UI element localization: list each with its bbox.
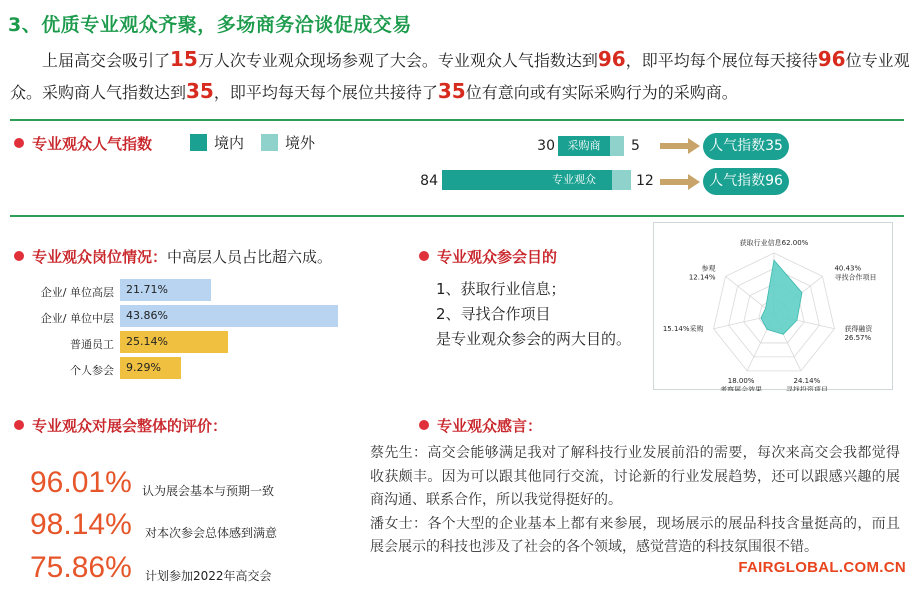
evaluation-desc: 对本次参会总体感到满意 — [145, 526, 278, 540]
legend-abroad-swatch — [261, 134, 278, 151]
positions-heading: 专业观众岗位情况：中高层人员占比超六成。 — [14, 246, 332, 267]
evaluation-percent: 98.14% — [30, 508, 132, 541]
positions-subtitle: 中高层人员占比超六成。 — [167, 248, 333, 266]
position-bar: 25.14% — [120, 331, 228, 353]
radar-axis-label: 18.00%考察展会效果 — [720, 376, 763, 391]
bullet-icon — [419, 251, 429, 261]
evaluation-desc: 计划参加2022年高交会 — [145, 569, 272, 583]
section-title: 3、优质专业观众齐聚，多场商务洽谈促成交易 — [8, 14, 412, 36]
evaluation-heading: 专业观众对展会整体的评价： — [14, 415, 227, 436]
evaluation-percent: 96.01% — [30, 466, 132, 499]
brand-logo-text: FAIRGLOBAL.COM.CN — [738, 559, 906, 576]
buyer-index: 35 — [186, 79, 214, 103]
purpose-line: 是专业观众参会的两大目的。 — [436, 330, 632, 348]
evaluation-percent: 75.86% — [30, 551, 132, 584]
intro-text: 位专业观众。采购商人气指数达到 — [10, 51, 910, 102]
bullet-icon — [14, 138, 24, 148]
intro-paragraph — [10, 44, 910, 108]
visitor-abroad-bar — [612, 170, 631, 190]
bullet-icon — [14, 420, 24, 430]
purpose-line: 1、获取行业信息； — [436, 280, 566, 298]
radar-axis-label: 40.43%寻找合作项目 — [834, 264, 877, 282]
quote-text: 各个大型的企业基本上都有来参展，现场展示的展品科技含量挺高的，而且展会展示的科技也涉及了社会的各个领域，感觉营造的科技氛围很不错。 — [370, 515, 901, 555]
legend-domestic-label: 境内 — [214, 134, 245, 152]
intro-text: 万人次专业观众现场参观了大会。专业观众人气指数达到 — [197, 51, 598, 70]
intro-text: ，即平均每天每个展位共接待了 — [213, 83, 438, 102]
radar-axis-label: 参观 12.14% — [688, 264, 716, 282]
buyer-index-pill: 人气指数35 — [703, 133, 789, 160]
intro-text: 上届高交会吸引了 — [42, 51, 171, 70]
evaluation-desc: 认为展会基本与预期一致 — [142, 484, 275, 498]
radar-axis-label: 15.14%采购 — [662, 324, 704, 333]
position-label: 个人参会 — [70, 364, 114, 377]
buyer-domestic-bar: 采购商 — [558, 136, 610, 156]
radar-svg — [654, 223, 894, 391]
visitor-domestic-value: 84 — [420, 173, 438, 189]
legend-abroad-label: 境外 — [285, 134, 316, 152]
visitor-abroad-value: 12 — [636, 173, 654, 189]
visitor-count: 15 — [170, 47, 198, 71]
legend-domestic-swatch — [190, 134, 207, 151]
quote-author: 蔡先生： — [370, 445, 428, 461]
position-label: 企业/ 单位高层 — [40, 286, 114, 299]
divider — [10, 119, 904, 121]
buyer-abroad-value: 5 — [631, 138, 640, 154]
bullet-icon — [419, 420, 429, 430]
position-label: 企业/ 单位中层 — [40, 312, 114, 325]
radar-axis-label: 24.14%寻找投资项目 — [785, 376, 828, 391]
position-bar: 43.86% — [120, 305, 338, 327]
position-bar: 21.71% — [120, 279, 211, 301]
purpose-heading: 专业观众参会目的 — [419, 246, 557, 267]
quote-text: 高交会能够满足我对了解科技行业发展前沿的需要，每次来高交会我都觉得收获颇丰。因为可以跟其他同行交流，讨论新的行业发展趋势，还可以跟感兴趣的展商沟通、联系合作，所以我觉得挺好的。 — [370, 445, 901, 508]
position-label: 普通员工 — [70, 338, 114, 351]
feedback-heading: 专业观众感言： — [419, 415, 542, 436]
arrow-right-icon — [660, 138, 700, 154]
popularity-heading: 专业观众人气指数 — [14, 133, 152, 154]
divider — [10, 215, 904, 217]
radar-axis-label: 获取行业信息62.00% — [739, 239, 809, 247]
bullet-icon — [14, 251, 24, 261]
radar-data-area — [761, 260, 802, 334]
radar-axis-label: 获得融资 26.57% — [844, 324, 873, 342]
feedback-quotes — [370, 442, 900, 560]
position-bar: 9.29% — [120, 357, 181, 379]
intro-text: ，即平均每个展位每天接待 — [625, 51, 818, 70]
purpose-radar-chart — [653, 222, 893, 390]
visitor-index-pill: 人气指数96 — [703, 168, 789, 195]
visitor-domestic-bar: 专业观众 — [442, 170, 612, 190]
purpose-line: 2、寻找合作项目 — [436, 305, 551, 323]
visitor-index: 96 — [817, 47, 846, 71]
quote-author: 潘女士： — [370, 515, 428, 532]
buyer-domestic-value: 30 — [537, 138, 555, 154]
buyer-abroad-bar — [610, 136, 624, 156]
intro-text: 位有意向或有实际采购行为的采购商。 — [465, 83, 738, 102]
arrow-right-icon — [660, 174, 700, 190]
buyer-index: 35 — [437, 79, 466, 103]
visitor-index: 96 — [597, 47, 626, 71]
